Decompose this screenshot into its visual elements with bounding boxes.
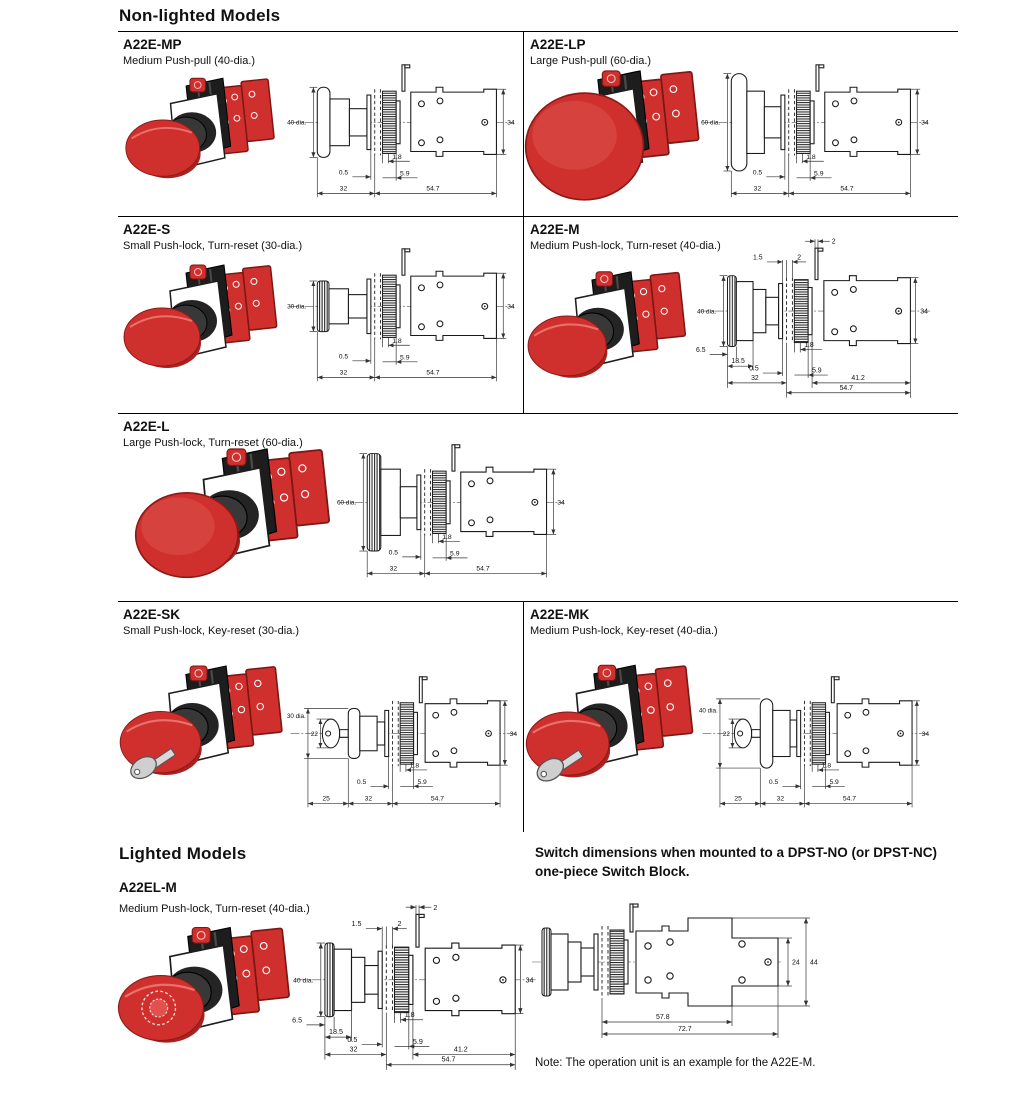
model-title-a22e-mp: A22E-MP bbox=[123, 37, 182, 52]
dim-label: 32 bbox=[349, 1045, 358, 1054]
dim-label: 24 bbox=[792, 959, 800, 967]
dim-label: 0.5 bbox=[752, 169, 763, 177]
mushroom-cap bbox=[731, 74, 781, 171]
dim-label: 32 bbox=[364, 795, 373, 803]
dim-label: 6.5 bbox=[696, 346, 706, 354]
product-photo-a22e-m bbox=[524, 258, 699, 408]
dim-label: 34 bbox=[509, 730, 518, 738]
product-photo-a22e-sk bbox=[116, 645, 296, 813]
mushroom-cap bbox=[367, 454, 417, 551]
dim-label: 5.9 bbox=[400, 354, 410, 362]
model-title-a22e-sk: A22E-SK bbox=[123, 607, 181, 622]
model-desc-a22e-s: Small Push-lock, Turn-reset (30-dia.) bbox=[123, 240, 303, 252]
dim-label: 30 dia. bbox=[287, 303, 307, 311]
dim-label: 41.2 bbox=[851, 374, 865, 382]
dim-label: 22 bbox=[722, 730, 730, 738]
dim-label: 32 bbox=[339, 369, 348, 377]
dim-label: 34 bbox=[921, 119, 929, 127]
dim-label: 0.5 bbox=[338, 353, 349, 361]
lever bbox=[419, 677, 427, 703]
lever bbox=[416, 914, 424, 947]
model-title-a22e-lp: A22E-LP bbox=[530, 37, 586, 52]
dim-label: 54.7 bbox=[430, 795, 444, 803]
model-desc-a22e-lp: Large Push-pull (60-dia.) bbox=[530, 55, 652, 67]
contact-block bbox=[824, 276, 911, 346]
dim-label: 34 bbox=[525, 976, 534, 985]
dim-label: 1.8 bbox=[392, 153, 402, 161]
product-photo-a22e-mp bbox=[122, 70, 287, 202]
dim-label: 40 dia. bbox=[293, 977, 314, 985]
lever bbox=[630, 904, 638, 932]
lever bbox=[402, 65, 410, 91]
model-desc-a22el-m: Medium Push-lock, Turn-reset (40-dia.) bbox=[119, 903, 310, 915]
dim-label: 34 bbox=[507, 303, 515, 311]
mushroom-cap bbox=[760, 699, 797, 768]
mushroom-cap bbox=[317, 87, 367, 157]
dim-label: 44 bbox=[810, 959, 818, 967]
dimension-drawing-a22e-m bbox=[696, 232, 936, 402]
dim-label: 1.8 bbox=[392, 337, 402, 345]
model-desc-a22e-mk: Medium Push-lock, Key-reset (40-dia.) bbox=[530, 625, 718, 637]
cap-highlight bbox=[141, 497, 214, 555]
table-rule-row1 bbox=[118, 216, 958, 217]
dim-label: 54.7 bbox=[426, 369, 440, 377]
dim-label: 0.5 bbox=[388, 549, 399, 557]
model-title-a22e-m: A22E-M bbox=[530, 222, 580, 237]
dim-label: 1.5 bbox=[753, 254, 763, 262]
dim-label: 1.8 bbox=[821, 762, 832, 770]
dim-label: 25 bbox=[734, 795, 742, 803]
dim-label: 2 bbox=[433, 903, 438, 912]
dim-label: 5.9 bbox=[812, 367, 822, 375]
dim-label: 60 dia. bbox=[336, 499, 357, 507]
dim-label: 40 dia. bbox=[287, 119, 307, 127]
dimension-drawing-a22e-mp bbox=[286, 60, 518, 208]
dim-label: 5.9 bbox=[814, 170, 824, 178]
dim-label: 2 bbox=[397, 920, 402, 929]
dim-label: 5.9 bbox=[400, 170, 410, 178]
dim-label: 5.9 bbox=[417, 778, 427, 786]
dim-label: 54.7 bbox=[441, 1055, 456, 1064]
dim-label: 41.2 bbox=[453, 1045, 468, 1054]
lever bbox=[452, 445, 460, 471]
mushroom-cap bbox=[542, 928, 594, 996]
dim-label: 54.7 bbox=[842, 795, 856, 803]
dim-label: 1.8 bbox=[806, 153, 816, 161]
large-mushroom-cap bbox=[526, 93, 644, 200]
product-photo-a22e-mk bbox=[522, 645, 707, 815]
model-title-a22e-l: A22E-L bbox=[123, 419, 170, 434]
dim-label: 0.5 bbox=[749, 365, 759, 373]
dim-label: 1.8 bbox=[804, 342, 814, 349]
dim-label: 2 bbox=[831, 238, 836, 246]
dim-label: 0.5 bbox=[356, 778, 367, 786]
switch-block-heading: Switch dimensions when mounted to a DPST-NO (or DPST-NC) one-piece Switch Block. bbox=[535, 845, 938, 879]
section-heading-non-lighted: Non-lighted Models bbox=[119, 6, 281, 25]
dim-label: 0.5 bbox=[338, 169, 349, 177]
table-rule-row2 bbox=[118, 413, 958, 414]
section-heading-lighted: Lighted Models bbox=[119, 844, 247, 863]
dim-label: 1.8 bbox=[404, 1011, 415, 1020]
dim-label: 18.5 bbox=[329, 1028, 343, 1037]
dim-label: 25 bbox=[322, 795, 330, 803]
contact-block bbox=[411, 87, 497, 156]
contact-block bbox=[411, 271, 497, 340]
dim-label: 0.5 bbox=[768, 778, 779, 786]
dimension-drawing-a22e-mk bbox=[698, 672, 934, 818]
dimension-drawing-a22e-lp bbox=[700, 60, 932, 208]
dimension-drawing-a22e-l bbox=[336, 438, 568, 590]
note-text: Note: The operation unit is an example for the A22E-M. bbox=[535, 1057, 816, 1069]
contact-block bbox=[425, 699, 500, 767]
model-desc-a22e-m: Medium Push-lock, Turn-reset (40-dia.) bbox=[530, 240, 721, 252]
dim-label: 5.9 bbox=[829, 778, 839, 786]
dim-label: 32 bbox=[339, 185, 348, 193]
dim-label: 32 bbox=[389, 565, 398, 573]
dim-label: 57.8 bbox=[656, 1014, 670, 1021]
contact-block bbox=[825, 87, 911, 156]
dim-label: 32 bbox=[776, 795, 785, 803]
dim-label: 60 dia. bbox=[701, 119, 721, 127]
model-title-a22e-s: A22E-S bbox=[123, 222, 171, 237]
product-photo-a22e-lp bbox=[524, 62, 714, 212]
dim-label: 54.7 bbox=[839, 384, 853, 392]
model-desc-a22e-sk: Small Push-lock, Key-reset (30-dia.) bbox=[123, 625, 300, 637]
lever bbox=[816, 65, 824, 91]
dim-label: 1.8 bbox=[442, 533, 452, 541]
dimension-drawing-a22el-m bbox=[292, 898, 542, 1074]
dim-label: 54.7 bbox=[840, 185, 854, 193]
dimension-drawing-switch-block bbox=[528, 902, 828, 1042]
dim-label: 34 bbox=[507, 119, 515, 127]
lever bbox=[815, 248, 823, 279]
key bbox=[322, 719, 348, 748]
dim-label: 54.7 bbox=[476, 565, 490, 573]
dim-label: 34 bbox=[557, 499, 565, 507]
dim-label: 34 bbox=[921, 730, 930, 738]
dim-label: 18.5 bbox=[731, 358, 745, 366]
switch-block bbox=[636, 918, 778, 1006]
dim-label: 32 bbox=[753, 185, 762, 193]
table-rule-top bbox=[118, 31, 958, 32]
dimension-drawing-a22e-s bbox=[286, 244, 518, 392]
dim-label: 54.7 bbox=[426, 185, 440, 193]
model-desc-a22e-mp: Medium Push-pull (40-dia.) bbox=[123, 55, 256, 67]
lever bbox=[402, 249, 410, 275]
dim-label: 32 bbox=[751, 374, 759, 382]
mushroom-cap bbox=[317, 281, 367, 332]
dim-label: 5.9 bbox=[412, 1037, 423, 1046]
key bbox=[734, 719, 760, 748]
contact-block bbox=[461, 467, 547, 536]
dim-label: 1.5 bbox=[351, 920, 362, 929]
mushroom-cap bbox=[348, 709, 385, 759]
product-photo-a22e-l bbox=[116, 444, 331, 594]
dim-label: 6.5 bbox=[292, 1016, 303, 1025]
lever bbox=[831, 677, 839, 703]
dim-label: 1.8 bbox=[409, 762, 420, 770]
dim-label: 34 bbox=[920, 308, 928, 316]
contact-block bbox=[837, 699, 912, 767]
table-rule-row3 bbox=[118, 601, 958, 602]
dim-label: 22 bbox=[310, 730, 318, 738]
dimension-drawing-a22e-sk bbox=[286, 672, 522, 818]
product-photo-a22e-s bbox=[120, 252, 290, 397]
dim-label: 40 dia. bbox=[698, 707, 718, 715]
dim-label: 5.9 bbox=[450, 550, 460, 558]
product-photo-a22el-m bbox=[114, 915, 304, 1073]
dim-label: 2 bbox=[797, 254, 802, 262]
dim-label: 0.5 bbox=[347, 1035, 358, 1044]
dim-label: 72.7 bbox=[678, 1026, 692, 1033]
contact-block bbox=[425, 943, 515, 1016]
model-title-a22el-m: A22EL-M bbox=[119, 880, 177, 895]
model-title-a22e-mk: A22E-MK bbox=[530, 607, 590, 622]
dim-label: 40 dia. bbox=[696, 308, 717, 316]
dim-label: 30 dia. bbox=[286, 713, 306, 721]
model-desc-a22e-l: Large Push-lock, Turn-reset (60-dia.) bbox=[123, 437, 303, 449]
